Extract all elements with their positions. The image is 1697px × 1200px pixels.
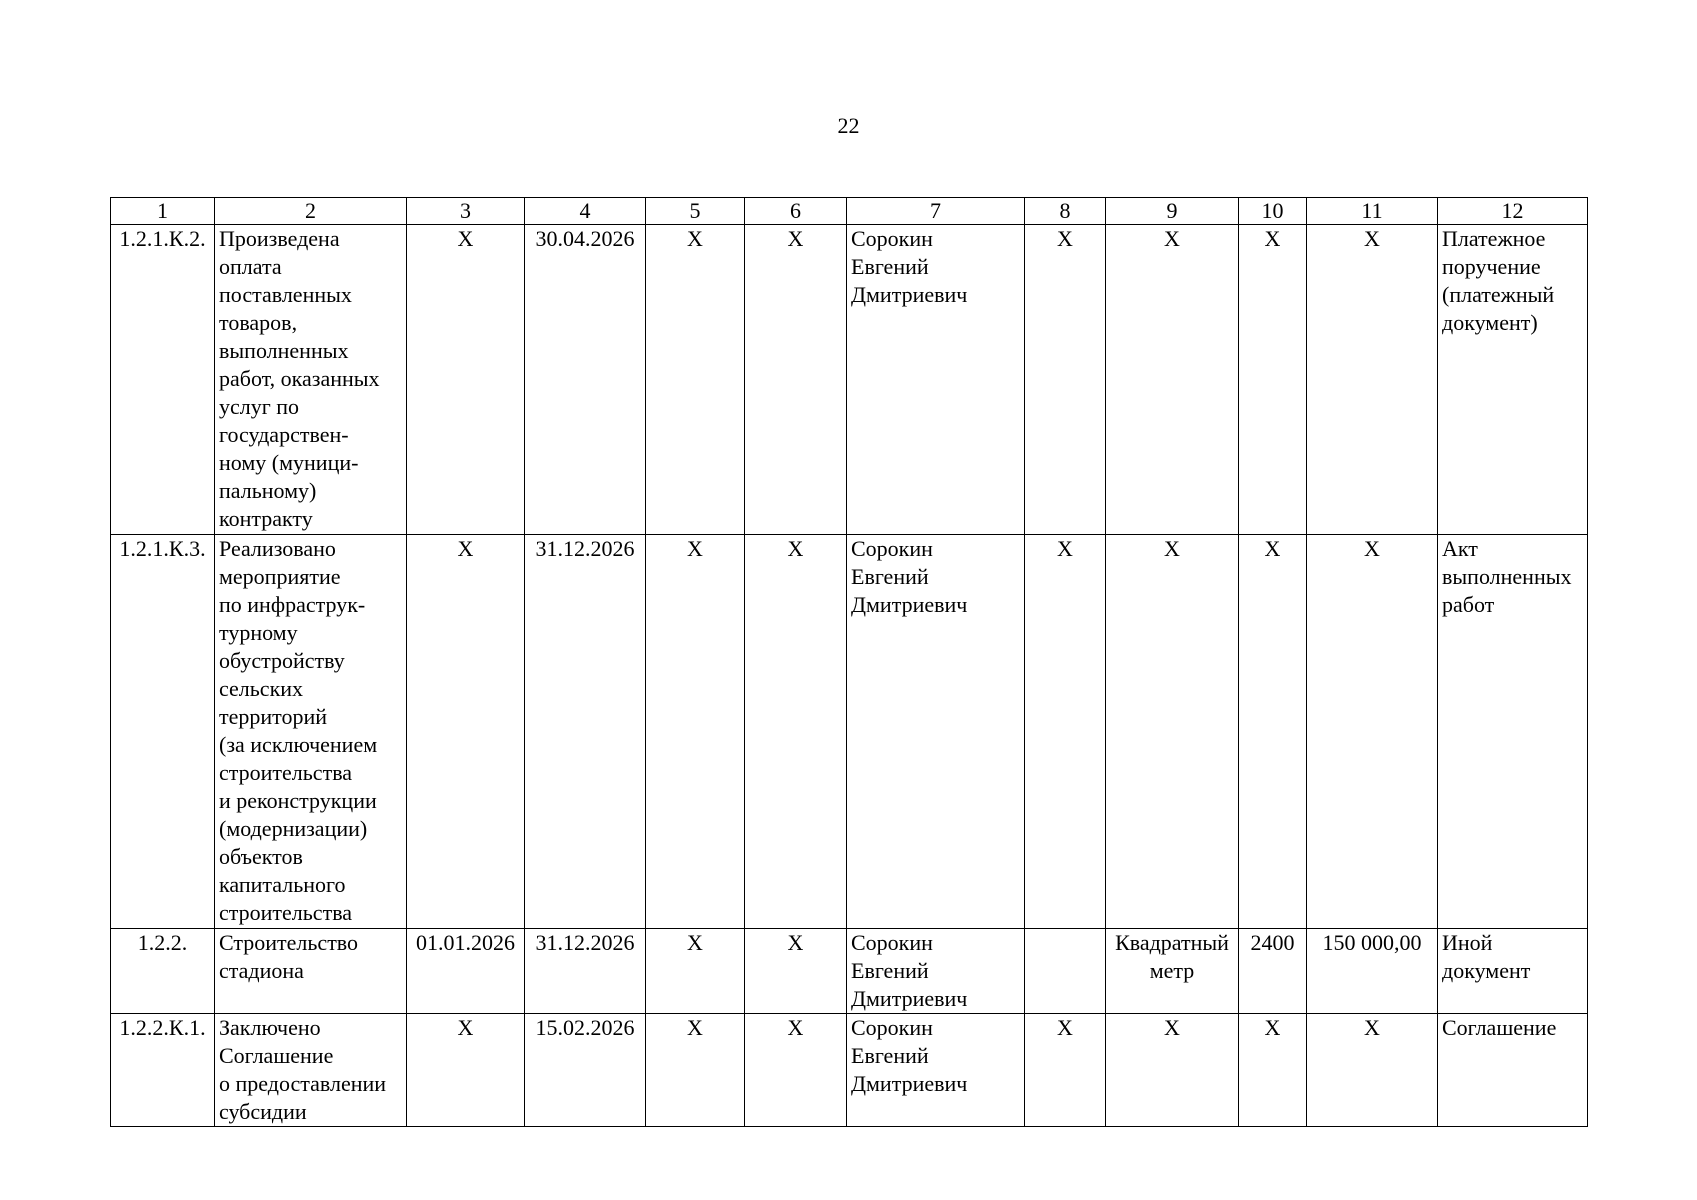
row-code: 1.2.2. <box>111 929 215 1014</box>
document-type: Акт выполненных работ <box>1438 535 1588 929</box>
quantity-value: X <box>1239 1014 1307 1127</box>
table-row <box>111 1014 1588 1127</box>
table-cell: X <box>1025 225 1106 535</box>
start-date: X <box>407 225 525 535</box>
amount-value: X <box>1307 225 1438 535</box>
unit-of-measure: Квадратный метр <box>1106 929 1239 1014</box>
start-date: 01.01.2026 <box>407 929 525 1014</box>
unit-of-measure: X <box>1106 1014 1239 1127</box>
column-number: 12 <box>1438 198 1588 225</box>
column-number: 8 <box>1025 198 1106 225</box>
row-code: 1.2.1.К.2. <box>111 225 215 535</box>
column-number: 11 <box>1307 198 1438 225</box>
table-row <box>111 225 1588 535</box>
end-date: 15.02.2026 <box>525 1014 646 1127</box>
table-cell: X <box>745 225 847 535</box>
table-cell: X <box>646 535 745 929</box>
table-cell: X <box>646 929 745 1014</box>
quantity-value: X <box>1239 225 1307 535</box>
end-date: 30.04.2026 <box>525 225 646 535</box>
table-row <box>111 929 1588 1014</box>
row-description: Произведена оплата поставленных товаров, выполненных работ, оказанных услуг по государствен- ному (муници- пальному) контракту <box>215 225 407 535</box>
responsible-person: Сорокин Евгений Дмитриевич <box>847 929 1025 1014</box>
table-cell: X <box>745 535 847 929</box>
document-type: Платежное поручение (платежный документ) <box>1438 225 1588 535</box>
column-number: 10 <box>1239 198 1307 225</box>
row-description: Строительство стадиона <box>215 929 407 1014</box>
table-cell: X <box>1025 535 1106 929</box>
column-number: 9 <box>1106 198 1239 225</box>
table-cell: X <box>646 1014 745 1127</box>
row-description: Заключено Соглашение о предоставлении субсидии <box>215 1014 407 1127</box>
unit-of-measure: X <box>1106 535 1239 929</box>
responsible-person: Сорокин Евгений Дмитриевич <box>847 535 1025 929</box>
column-number: 3 <box>407 198 525 225</box>
table-cell: X <box>1025 1014 1106 1127</box>
table-cell: X <box>745 1014 847 1127</box>
row-code: 1.2.2.К.1. <box>111 1014 215 1127</box>
column-number: 1 <box>111 198 215 225</box>
amount-value: X <box>1307 535 1438 929</box>
column-number: 7 <box>847 198 1025 225</box>
column-number: 4 <box>525 198 646 225</box>
page-number: 22 <box>837 113 860 138</box>
table-cell: X <box>646 225 745 535</box>
amount-value: X <box>1307 1014 1438 1127</box>
document-type: Соглашение <box>1438 1014 1588 1127</box>
column-number: 6 <box>745 198 847 225</box>
plan-table <box>110 197 1588 1127</box>
table-cell: X <box>745 929 847 1014</box>
amount-value: 150 000,00 <box>1307 929 1438 1014</box>
end-date: 31.12.2026 <box>525 535 646 929</box>
column-number: 5 <box>646 198 745 225</box>
quantity-value: X <box>1239 535 1307 929</box>
table-row <box>111 535 1588 929</box>
start-date: X <box>407 535 525 929</box>
unit-of-measure: X <box>1106 225 1239 535</box>
responsible-person: Сорокин Евгений Дмитриевич <box>847 1014 1025 1127</box>
quantity-value: 2400 <box>1239 929 1307 1014</box>
column-number-row <box>111 198 1588 225</box>
responsible-person: Сорокин Евгений Дмитриевич <box>847 225 1025 535</box>
row-description: Реализовано мероприятие по инфраструк- турному обустройству сельских территорий (за исключением строительства и реконструкции (модернизации) объектов капитального строительства <box>215 535 407 929</box>
document-type: Иной документ <box>1438 929 1588 1014</box>
column-number: 2 <box>215 198 407 225</box>
end-date: 31.12.2026 <box>525 929 646 1014</box>
start-date: X <box>407 1014 525 1127</box>
row-code: 1.2.1.К.3. <box>111 535 215 929</box>
table-cell <box>1025 929 1106 1014</box>
